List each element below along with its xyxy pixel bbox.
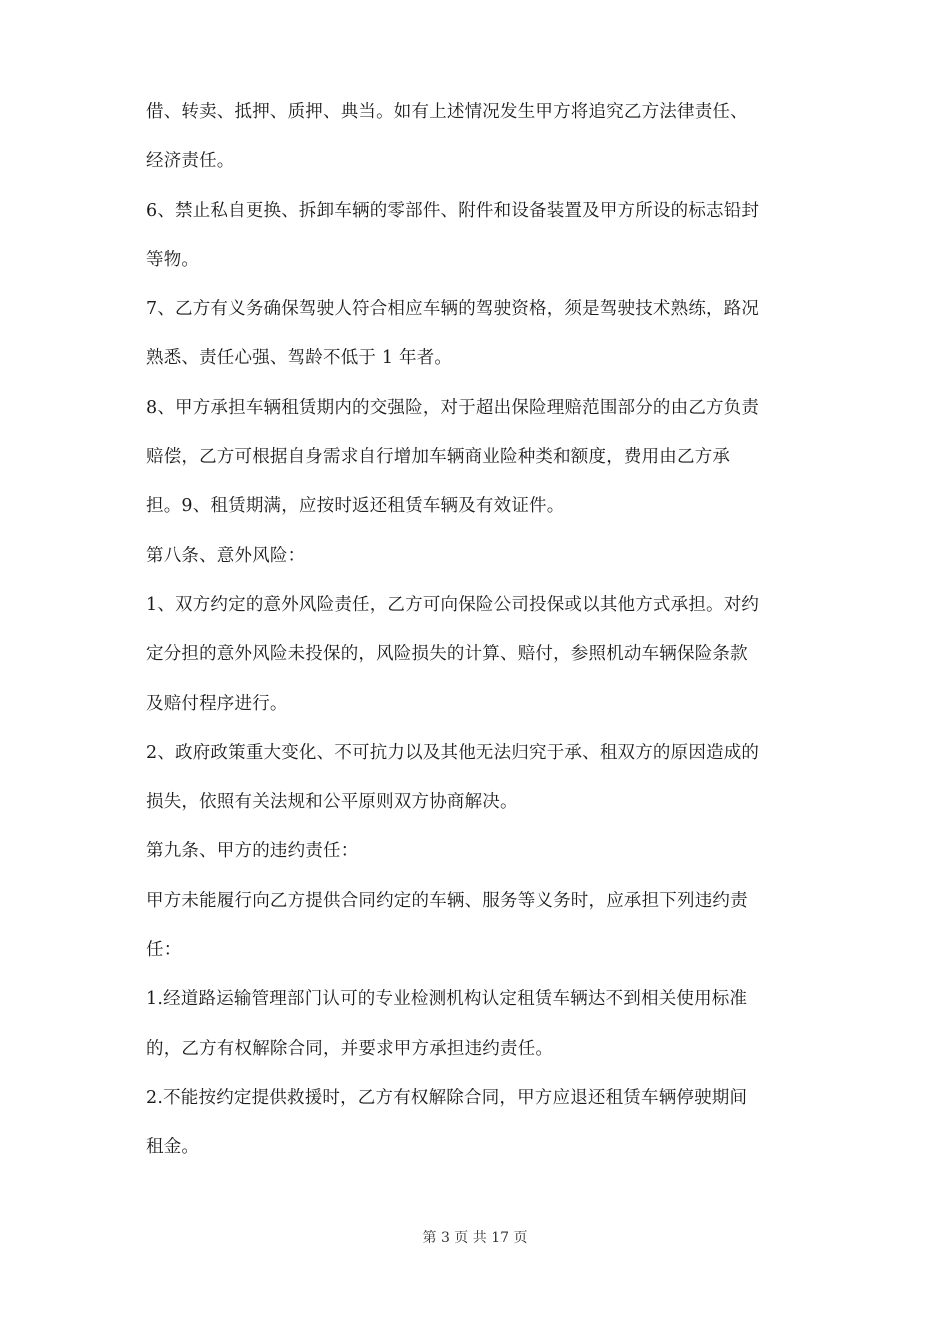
page-number: 第 3 页 共 17 页 [422,1230,528,1246]
text-line: 1.经道路运输管理部门认可的专业检测机构认定租赁车辆达不到相关使用标准 [146,989,748,1010]
text-line: 2、政府政策重大变化、不可抗力以及其他无法归究于承、租双方的原因造成的 [146,742,760,763]
text-line: 任： [146,940,182,961]
text-line: 担。9、租赁期满，应按时返还租赁车辆及有效证件。 [146,496,565,517]
text-line: 经济责任。 [146,151,235,172]
text-line: 等物。 [146,249,200,270]
text-line: 赔偿，乙方可根据自身需求自行增加车辆商业险种类和额度，费用由乙方承 [146,447,731,468]
text-line: 甲方未能履行向乙方提供合同约定的车辆、服务等义务时，应承担下列违约责 [146,890,748,911]
text-line: 6、禁止私自更换、拆卸车辆的零部件、附件和设备装置及甲方所设的标志铅封 [146,200,760,221]
text-line: 2.不能按约定提供救援时，乙方有权解除合同，甲方应退还租赁车辆停驶期间 [146,1087,748,1108]
section-heading: 第九条、甲方的违约责任： [146,841,359,862]
text-line: 损失，依照有关法规和公平原则双方协商解决。 [146,792,518,813]
text-line: 及赔付程序进行。 [146,693,288,714]
text-line: 借、转卖、抵押、质押、典当。如有上述情况发生甲方将追究乙方法律责任、 [146,102,748,122]
section-heading: 第八条、意外风险： [146,545,306,566]
text-line: 的，乙方有权解除合同，并要求甲方承担违约责任。 [146,1038,554,1059]
text-line: 租金。 [146,1137,200,1158]
text-line: 定分担的意外风险未投保的，风险损失的计算、赔付，参照机动车辆保险条款 [146,644,748,665]
text-line: 1、双方约定的意外风险责任，乙方可向保险公司投保或以其他方式承担。对约 [146,594,760,615]
text-line: 8、甲方承担车辆租赁期内的交强险，对于超出保险理赔范围部分的由乙方负责 [146,397,760,418]
text-line: 熟悉、责任心强、驾龄不低于 1 年者。 [146,348,453,369]
text-line: 7、乙方有义务确保驾驶人符合相应车辆的驾驶资格，须是驾驶技术熟练，路况 [146,299,760,320]
document-body [146,88,816,1173]
